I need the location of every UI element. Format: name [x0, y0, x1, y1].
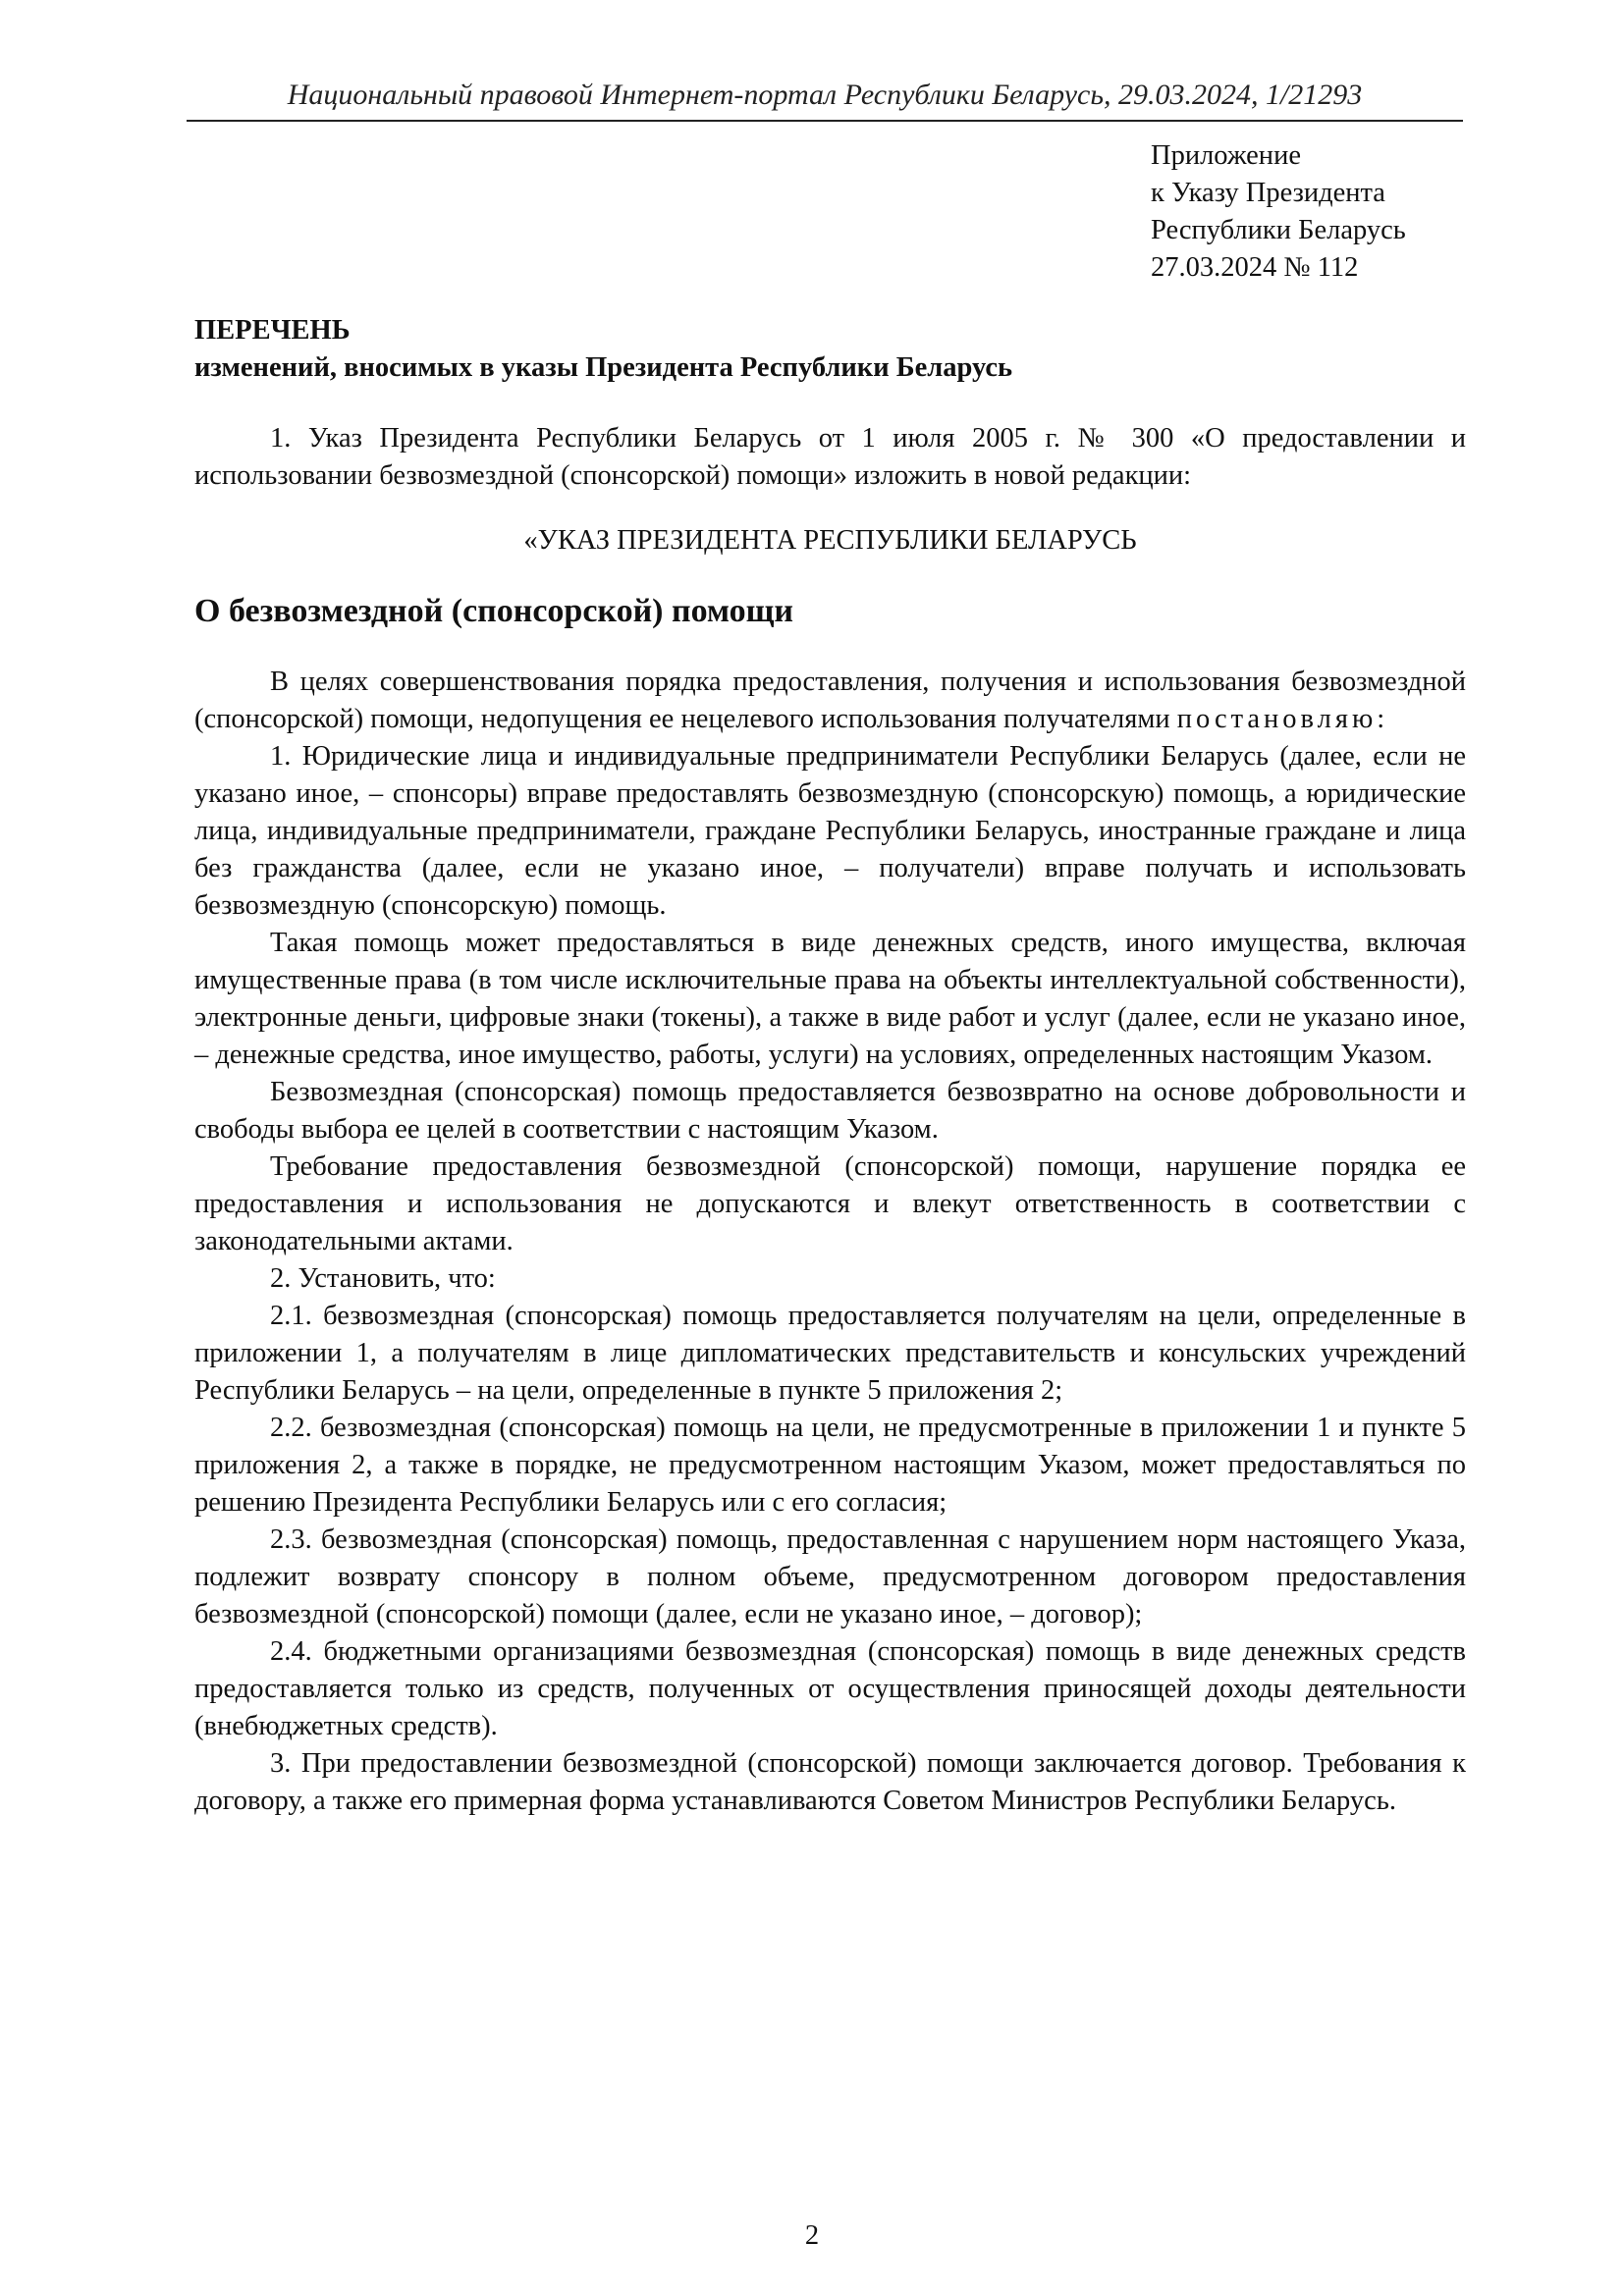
list-title-line-1: ПЕРЕЧЕНЬ: [194, 315, 351, 346]
paragraph-1-assistance-forms: Такая помощь может предоставляться в виде денежных средств, иного имущества, включая имущественные права (в том числе исключительные права на объекты интеллектуальной собственности), электронные деньги, цифровые знаки (токены), а также в виде работ и услуг (далее, если не указано иное, – денежные средства, иное имущество, работы, услуги) на условиях, определенных настоящим Указом.: [194, 928, 1466, 1070]
preamble-spaced-word: постановляю:: [1176, 704, 1389, 734]
appendix-line-4: 27.03.2024 № 112: [1151, 252, 1359, 283]
paragraph-2: 2. Установить, что:: [270, 1263, 496, 1294]
list-title: [194, 312, 1012, 387]
paragraph-2-3: 2.3. безвозмездная (спонсорская) помощь, предоставленная с нарушением норм настоящего Указа, подлежит возврату спонсору в полном объеме, предусмотренном договором предоставления безвозмездной (спонсорской) помощи (далее, если не указано иное, – договор);: [194, 1524, 1466, 1629]
header-divider: [187, 120, 1463, 122]
decree-heading: «УКАЗ ПРЕЗИДЕНТА РЕСПУБЛИКИ БЕЛАРУСЬ: [523, 525, 1137, 556]
appendix-line-1: Приложение: [1151, 140, 1301, 171]
appendix-block: [1151, 137, 1406, 287]
appendix-line-3: Республики Беларусь: [1151, 215, 1406, 245]
appendix-line-2: к Указу Президента: [1151, 178, 1385, 208]
page-number: 2: [804, 2220, 820, 2251]
paragraph-1-requirement: Требование предоставления безвозмездной (спонсорской) помощи, нарушение порядка ее предоставления и использования не допускаются и влекут ответственность в соответствии с законодательными актами.: [194, 1151, 1466, 1256]
paragraph-2-1: 2.1. безвозмездная (спонсорская) помощь предоставляется получателям на цели, определенные в приложении 1, а получателям в лице дипломатических представительств и консульских учреждений Республики Беларусь – на цели, определенные в пункте 5 приложения 2;: [194, 1301, 1466, 1406]
paragraph-2-4: 2.4. бюджетными организациями безвозмездная (спонсорская) помощь в виде денежных средств предоставляется только из средств, полученных от осуществления приносящей доходы деятельности (внебюджетных средств).: [194, 1636, 1466, 1741]
paragraph-3: 3. При предоставлении безвозмездной (спонсорской) помощи заключается договор. Требования к договору, а также его примерная форма устанавливаются Советом Министров Республики Беларусь.: [194, 1748, 1466, 1816]
preamble-text: В целях совершенствования порядка предоставления, получения и использования безвозмездной (спонсорской) помощи, недопущения ее нецелевого использования получателями: [194, 667, 1466, 734]
preamble-paragraph: [194, 664, 1466, 738]
intro-paragraph: 1. Указ Президента Республики Беларусь от 1 июля 2005 г. № 300 «О предоставлении и использовании безвозмездной (спонсорской) помощи» изложить в новой редакции:: [194, 423, 1466, 491]
paragraph-1-gratuitous: Безвозмездная (спонсорская) помощь предоставляется безвозвратно на основе добровольности и свободы выбора ее целей в соответствии с настоящим Указом.: [194, 1077, 1466, 1145]
list-title-line-2: изменений, вносимых в указы Президента Республики Беларусь: [194, 352, 1013, 383]
paragraph-1: 1. Юридические лица и индивидуальные предприниматели Республики Беларусь (далее, если не указано иное, – спонсоры) вправе предоставлять безвозмездную (спонсорскую) помощь, а юридические лица, индивидуальные предприниматели, граждане Республики Беларусь, иностранные граждане и лица без гражданства (далее, если не указано иное, – получатели) вправе получать и использовать безвозмездную (спонсорскую) помощь.: [194, 741, 1466, 921]
header-source-line: Национальный правовой Интернет-портал Республики Беларусь, 29.03.2024, 1/21293: [287, 79, 1363, 111]
document-body: [194, 420, 1466, 1820]
paragraph-2-2: 2.2. безвозмездная (спонсорская) помощь на цели, не предусмотренные в приложении 1 и пункте 5 приложения 2, а также в порядке, не предусмотренном настоящим Указом, может предоставляться по решению Президента Республики Беларусь или с его согласия;: [194, 1413, 1466, 1518]
decree-title: О безвозмездной (спонсорской) помощи: [194, 593, 793, 629]
